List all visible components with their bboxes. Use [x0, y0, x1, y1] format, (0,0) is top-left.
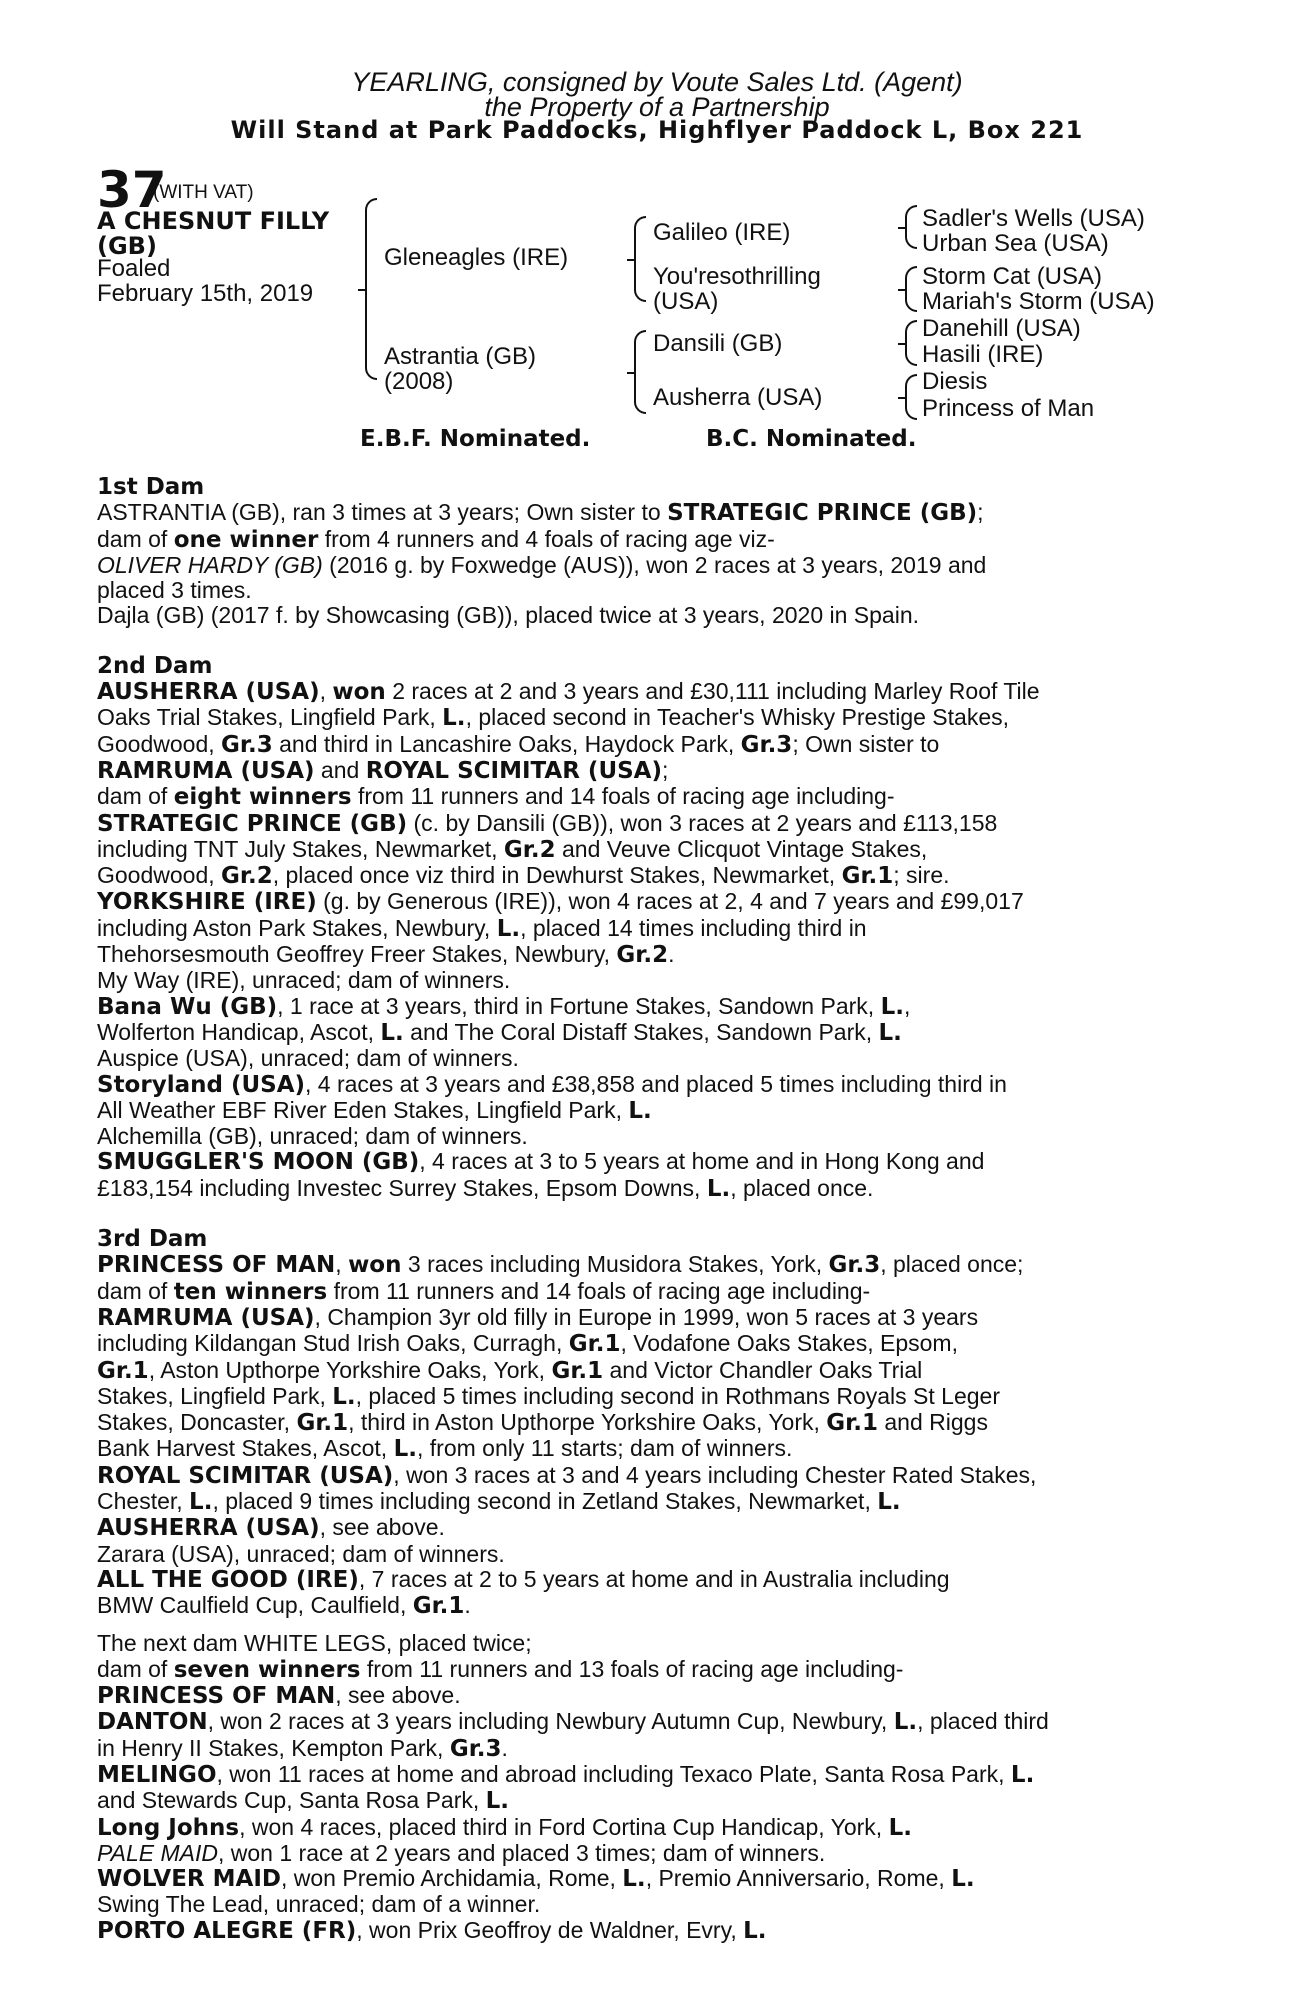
- great-grandsire-4: Diesis: [922, 368, 988, 395]
- dam-sire: Dansili (GB): [653, 330, 783, 357]
- produce-oliver-hardy-cont: placed 3 times.: [97, 577, 252, 604]
- produce-ausherra: AUSHERRA (USA), see above.: [97, 1514, 445, 1542]
- produce-alchemilla: Alchemilla (GB), unraced; dam of winners.: [97, 1123, 528, 1150]
- produce-oliver-hardy: OLIVER HARDY (GB) (2016 g. by Foxwedge (AUS)), won 2 races at 3 years, 2019 and: [97, 551, 987, 578]
- produce-pale-maid: PALE MAID, won 1 race at 2 years and placed 3 times; dam of winners.: [97, 1839, 826, 1866]
- next-dam-text: The next dam WHITE LEGS, placed twice;: [97, 1630, 532, 1657]
- pedigree-brace-main: [365, 198, 377, 380]
- produce-long-johns: Long Johns, won 4 races, placed third in Ford Cortina Cup Handicap, York, L.: [97, 1813, 912, 1841]
- first-dam-text: ASTRANTIA (GB), ran 3 times at 3 years; Own sister to STRATEGIC PRINCE (GB);: [97, 499, 984, 527]
- pedigree-brace-sire: [634, 216, 646, 302]
- sire-dam: You'resothrilling: [653, 263, 821, 290]
- sire: Gleneagles (IRE): [384, 244, 569, 271]
- foaled-label: Foaled: [97, 255, 171, 282]
- produce-melingo: MELINGO, won 11 races at home and abroad including Texaco Plate, Santa Rosa Park, L.: [97, 1760, 1035, 1788]
- great-granddam-3: Hasili (IRE): [922, 341, 1044, 368]
- first-dam-produce: dam of one winner from 4 runners and 4 foals of racing age viz-: [97, 525, 775, 553]
- great-granddam-4: Princess of Man: [922, 395, 1095, 422]
- second-dam-heading: 2nd Dam: [97, 652, 213, 679]
- third-dam-heading: 3rd Dam: [97, 1226, 208, 1253]
- produce-strategic-prince: STRATEGIC PRINCE (GB) (c. by Dansili (GB)), won 3 races at 2 years and £113,158: [97, 809, 998, 837]
- ebf-nomination: E.B.F. Nominated.: [360, 426, 591, 452]
- dam: Astrantia (GB): [384, 343, 537, 370]
- pedigree-notes: 1st Dam ASTRANTIA (GB), ran 3 times at 3 years; Own sister to STRATEGIC PRINCE (GB); dam of one winner from 4 runners and 4 foals of racing age viz- OLIVER HARDY (GB) (2016 g. by Foxwedge (AUS)), won 2 races at 3 years, 2019 and placed 3 times. Dajla (GB) (2017 f. by Showcasing (GB)), placed twice at 3 years, 2020 in Spain. 2nd Dam AUSHERRA (USA), won 2 races at 2 and 3 years and £30,111 including Marley Roof Tile Oaks Trial Stakes, Lingfield Park, L., placed second in Teacher's Whisky Prestige Stakes, Goodwood, Gr.3 and third in Lancashire Oaks, Haydock Park, Gr.3; Own sister to RAMRUMA (USA) and ROYAL SCIMITAR (USA); dam of eight winners from 11 runners and 14 foals of racing age including- STRATEGIC PRINCE (GB) (c. by Dansili (GB)), won 3 races at 2 years and £113,158 including TNT July Stakes, Newmarket, Gr.2 and Veuve Clicquot Vintage Stakes, Goodwood, Gr.2, placed once viz third in Dewhurst Stakes, Newmarket, Gr.1; sire. YORKSHIRE (IRE) (g. by Generous (IRE)), won 4 races at 2, 4 and 7 years and £99,017 including Aston Park Stakes, Newbury, L., placed 14 times including third in Thehorsesmouth Geoffrey Freer Stakes, Newbury, Gr.2. My Way (IRE), unraced; dam of winners. Bana Wu (GB), 1 race at 3 years, third in Fortune Stakes, Sandown Park, L., Wolferton Handicap, Ascot, L. and The Coral Distaff Stakes, Sandown Park, L. Auspice (USA), unraced; dam of winners. Storyland (USA), 4 races at 3 years and £38,858 and placed 5 times including third in All Weather EBF River Eden Stakes, Lingfield Park, L. Alchemilla (GB), unraced; dam of winners. SMUGGLER'S MOON (GB), 4 races at 3 to 5 years at home and in Hong Kong and £183,154 including Investec Surrey Stakes, Epsom Downs, L., placed once. 3rd Dam PRINCESS OF MAN, won 3 races including Musidora Stakes, York, Gr.3, placed once; dam of ten winners from 11 runners and 14 foals of racing age including- RAMRUMA (USA), Champion 3yr old filly in Europe in 1999, won 5 races at 3 years including Kildangan Stud Irish Oaks, Curragh, Gr.1, Vodafone Oaks Stakes, Epsom, Gr.1, Aston Upthorpe Yorkshire Oaks, York, Gr.1 and Victor Chandler Oaks Trial Stakes, Lingfield Park, L., placed 5 times including second in Rothmans Royals St Leger Stakes, Doncaster, Gr.1, third in Aston Upthorpe Yorkshire Oaks, York, Gr.1 and Riggs Bank Harvest Stakes, Ascot, L., from only 11 starts; dam of winners. ROYAL SCIMITAR (USA), won 3 races at 3 and 4 years including Chester Rated Stakes, Chester, L., placed 9 times including second in Zetland Stakes, Newmarket, L. AUSHERRA (USA), see above. Zarara (USA), unraced; dam of winners. ALL THE GOOD (IRE), 7 races at 2 to 5 years at home and in Australia including BMW Caulfield Cup, Caulfield, Gr.1. The next dam WHITE LEGS, placed twice; dam of seven winners from 11 runners and 13 foals of racing age including- PRINCESS OF MAN, see above. DANTON, won 2 races at 3 years including Newbury Autumn Cup, Newbury, L., placed third in Henry II Stakes, Kempton Park, Gr.3. MELINGO, won 11 races at home and abroad including Texaco Plate, Santa Rosa Park, L. and Stewards Cup, Santa Rosa Park, L. Long Johns, won 4 races, placed third in Ford Cortina Cup Handicap, York, L. PALE MAID, won 1 race at 2 years and placed 3 times; dam of winners. WOLVER MAID, won Premio Archidamia, Rome, L., Premio Anniversario, Rome, L. Swing The Lead, unraced; dam of a winner. PORTO ALEGRE (FR), won Prix Geoffroy de Waldner, Evry, L.: [97, 475, 1202, 1944]
- produce-swing-the-lead: Swing The Lead, unraced; dam of a winner.: [97, 1891, 541, 1918]
- produce-zarara: Zarara (USA), unraced; dam of winners.: [97, 1540, 505, 1567]
- great-granddam-1: Urban Sea (USA): [922, 230, 1109, 257]
- second-dam-text: AUSHERRA (USA), won 2 races at 2 and 3 years and £30,111 including Marley Roof Tile: [97, 678, 1040, 706]
- great-grandsire-3: Danehill (USA): [922, 315, 1081, 342]
- dam-year: (2008): [384, 368, 454, 395]
- first-dam-heading: 1st Dam: [97, 474, 205, 500]
- produce-auspice: Auspice (USA), unraced; dam of winners.: [97, 1045, 519, 1072]
- lot-number: 37: [97, 161, 167, 219]
- produce-dajla: Dajla (GB) (2017 f. by Showcasing (GB)), placed twice at 3 years, 2020 in Spain.: [97, 602, 920, 629]
- third-dam-text: PRINCESS OF MAN, won 3 races including Musidora Stakes, York, Gr.3, placed once;: [97, 1251, 1024, 1279]
- pedigree-brace-g2: [905, 266, 917, 312]
- lot-name-country: (GB): [97, 232, 157, 260]
- pedigree-brace-g3: [905, 320, 917, 366]
- sire-sire: Galileo (IRE): [653, 219, 791, 246]
- sire-dam-country: (USA): [653, 288, 719, 315]
- produce-danton: DANTON, won 2 races at 3 years including Newbury Autumn Cup, Newbury, L., placed third: [97, 1708, 1049, 1736]
- great-grandsire-2: Storm Cat (USA): [922, 263, 1103, 290]
- great-granddam-2: Mariah's Storm (USA): [922, 288, 1155, 315]
- produce-royal-scimitar: ROYAL SCIMITAR (USA), won 3 races at 3 and 4 years including Chester Rated Stakes,: [97, 1461, 1037, 1489]
- pedigree-brace-dam: [634, 330, 646, 414]
- produce-princess-of-man: PRINCESS OF MAN, see above.: [97, 1682, 461, 1710]
- pedigree-brace-g4: [905, 374, 917, 420]
- pedigree-brace-g1: [905, 205, 917, 249]
- produce-my-way: My Way (IRE), unraced; dam of winners.: [97, 967, 511, 994]
- lot-name: A CHESNUT FILLY: [97, 207, 330, 235]
- consignor-line: YEARLING, consigned by Voute Sales Ltd. (Agent): [351, 67, 963, 97]
- produce-ramruma: RAMRUMA (USA), Champion 3yr old filly in Europe in 1999, won 5 races at 3 years: [97, 1303, 979, 1331]
- produce-yorkshire: YORKSHIRE (IRE) (g. by Generous (IRE)), won 4 races at 2, 4 and 7 years and £99,017: [97, 888, 1024, 916]
- great-grandsire-1: Sadler's Wells (USA): [922, 205, 1145, 232]
- dam-dam: Ausherra (USA): [653, 384, 823, 411]
- bc-nomination: B.C. Nominated.: [706, 426, 917, 452]
- property-line: the Property of a Partnership: [484, 92, 830, 122]
- vat-note: (WITH VAT): [153, 182, 254, 203]
- stand-location: Will Stand at Park Paddocks, Highflyer Paddock L, Box 221: [230, 116, 1084, 144]
- foaled-date: February 15th, 2019: [97, 280, 314, 307]
